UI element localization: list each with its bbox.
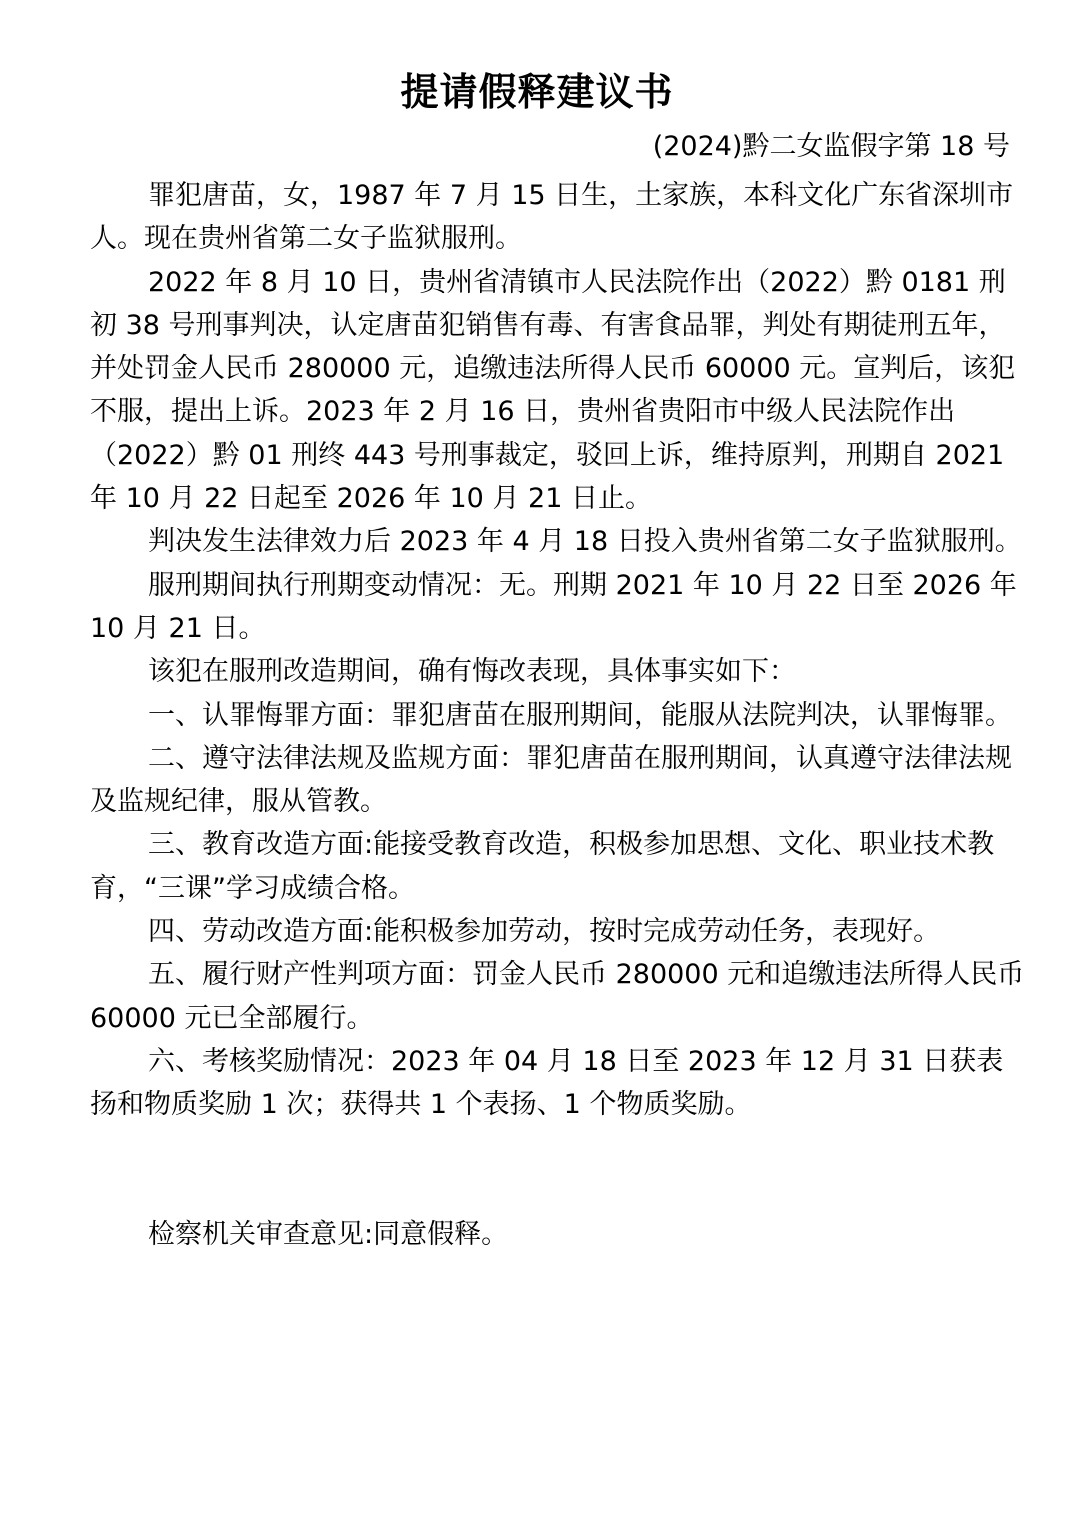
paragraph-property-judgment: 五、履行财产性判项方面：罚金人民币 280000 元和追缴违法所得人民币 60000 元已全部履行。 <box>90 959 1025 1034</box>
paragraph-admission: 判决发生法律效力后 2023 年 4 月 18 日投入贵州省第二女子监狱服刑。 <box>148 526 1022 558</box>
procuratorate-opinion: 检察机关审查意见:同意假释。 <box>148 1218 509 1250</box>
paragraph-judgment: 2022 年 8 月 10 日，贵州省清镇市人民法院作出（2022）黔 0181 刑初 38 号刑事判决，认定唐苗犯销售有毒、有害食品罪，判处有期徒刑五年，并处罚金人民币 280000 元，追缴违法所得人民币 60000 元。宣判后，该犯不服，提出上诉。2023 年 2 月 16 日，贵州省贵阳市中级人民法院作出（2022）黔 01 刑终 443 号刑事裁定，驳回上诉，维持原判，刑期自 2021 年 10 月 22 日起至 2026 年 10 月 21 日止。 <box>90 266 1016 515</box>
paragraph-offender-info: 罪犯唐苗，女，1987 年 7 月 15 日生，土家族，本科文化广东省深圳市人。现在贵州省第二女子监狱服刑。 <box>90 180 1014 255</box>
document-body <box>90 174 1030 1256</box>
paragraph-labor: 四、劳动改造方面:能积极参加劳动，按时完成劳动任务，表现好。 <box>148 916 941 948</box>
blank-space <box>90 1127 1030 1213</box>
paragraph-sentence-change: 服刑期间执行刑期变动情况：无。刑期 2021 年 10 月 22 日至 2026 年 10 月 21 日。 <box>90 569 1017 644</box>
paragraph-compliance: 二、遵守法律法规及监规方面：罪犯唐苗在服刑期间，认真遵守法律法规及监规纪律，服从管教。 <box>90 742 1012 818</box>
paragraph-education: 三、教育改造方面:能接受教育改造，积极参加思想、文化、职业技术教育，“三课”学习成绩合格。 <box>90 829 995 904</box>
document-title: 提请假释建议书 <box>400 70 674 114</box>
paragraph-rewards: 六、考核奖励情况：2023 年 04 月 18 日至 2023 年 12 月 31 日获表扬和物质奖励 1 次；获得共 1 个表扬、1 个物质奖励。 <box>90 1045 1004 1121</box>
paragraph-facts-intro: 该犯在服刑改造期间，确有悔改表现，具体事实如下： <box>148 656 796 688</box>
document-number: (2024)黔二女监假字第 18 号 <box>652 131 1010 162</box>
paragraph-remorse: 一、认罪悔罪方面：罪犯唐苗在服刑期间，能服从法院判决，认罪悔罪。 <box>148 699 1012 731</box>
